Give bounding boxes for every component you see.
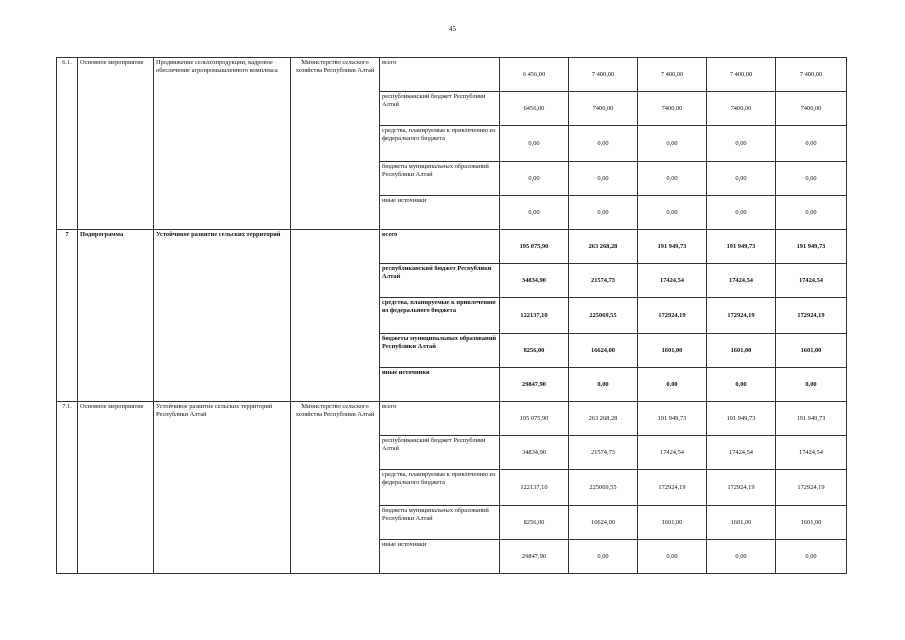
amount-cell: 17424,54 [707, 264, 776, 298]
amount-cell: 225069,55 [569, 470, 638, 506]
section-name: Устойчивое развитие сельских территорий Республики Алтай [154, 402, 291, 574]
section-executor: Министерство сельского хозяйства Республики Алтай [291, 402, 380, 574]
funding-source: средства, планируемые к привлечению из федерального бюджета [380, 126, 500, 162]
table-row [57, 230, 847, 264]
amount-cell: 0,00 [569, 126, 638, 162]
amount-cell: 17424,54 [776, 264, 847, 298]
amount-cell: 172924,19 [776, 470, 847, 506]
funding-source: иные источники [380, 196, 500, 230]
amount-cell: 1601,00 [707, 334, 776, 368]
amount-cell: 263 268,28 [569, 402, 638, 436]
amount-cell: 0,00 [638, 540, 707, 574]
amount-cell: 122137,10 [500, 470, 569, 506]
amount-cell: 0,00 [569, 196, 638, 230]
section-number: 7.1. [57, 402, 78, 574]
funding-source: бюджеты муниципальных образований Республики Алтай [380, 334, 500, 368]
amount-cell: 21574,73 [569, 264, 638, 298]
amount-cell: 7400,00 [776, 92, 847, 126]
amount-cell: 7 400,00 [707, 58, 776, 92]
amount-cell: 0,00 [707, 162, 776, 196]
amount-cell: 172924,19 [638, 298, 707, 334]
amount-cell: 17424,54 [638, 264, 707, 298]
section-type: Основное мероприятие [78, 58, 154, 230]
funding-source: республиканский бюджет Республики Алтай [380, 92, 500, 126]
amount-cell: 172924,19 [707, 298, 776, 334]
amount-cell: 191 949,73 [707, 402, 776, 436]
amount-cell: 0,00 [569, 540, 638, 574]
funding-source: средства, планируемые к привлечению из федерального бюджета [380, 470, 500, 506]
amount-cell: 0,00 [569, 368, 638, 402]
amount-cell: 29847,90 [500, 540, 569, 574]
funding-source: всего [380, 58, 500, 92]
amount-cell: 191 949,73 [638, 230, 707, 264]
funding-source: бюджеты муниципальных образований Республики Алтай [380, 506, 500, 540]
amount-cell: 191 949,73 [638, 402, 707, 436]
amount-cell: 191 949,73 [776, 230, 847, 264]
amount-cell: 1601,00 [638, 506, 707, 540]
amount-cell: 0,00 [500, 126, 569, 162]
section-executor: Министерство сельского хозяйства Республики Алтай [291, 58, 380, 230]
amount-cell: 34834,90 [500, 264, 569, 298]
amount-cell: 172924,19 [776, 298, 847, 334]
amount-cell: 1601,00 [776, 506, 847, 540]
funding-source: бюджеты муниципальных образований Республики Алтай [380, 162, 500, 196]
section-number: 6.1. [57, 58, 78, 230]
section-type: Подпрограмма [78, 230, 154, 402]
funding-source: средства, планируемые к привлечению из федерального бюджета [380, 298, 500, 334]
amount-cell: 172924,19 [707, 470, 776, 506]
amount-cell: 0,00 [776, 540, 847, 574]
section-executor [291, 230, 380, 402]
amount-cell: 172924,19 [638, 470, 707, 506]
amount-cell: 8256,00 [500, 506, 569, 540]
budget-table [56, 57, 847, 574]
section-name: Продвижение сельхозпродукции, кадровое обеспечение агропромышленного комплекса [154, 58, 291, 230]
table-row [57, 58, 847, 92]
amount-cell: 0,00 [500, 162, 569, 196]
funding-source: республиканский бюджет Республики Алтай [380, 264, 500, 298]
amount-cell: 17424,54 [707, 436, 776, 470]
table-row [57, 402, 847, 436]
amount-cell: 0,00 [638, 126, 707, 162]
amount-cell: 1601,00 [638, 334, 707, 368]
amount-cell: 225069,55 [569, 298, 638, 334]
amount-cell: 0,00 [500, 196, 569, 230]
amount-cell: 7 400,00 [569, 58, 638, 92]
amount-cell: 21574,73 [569, 436, 638, 470]
amount-cell: 195 075,90 [500, 402, 569, 436]
amount-cell: 191 949,73 [707, 230, 776, 264]
amount-cell: 7 400,00 [638, 58, 707, 92]
amount-cell: 263 268,28 [569, 230, 638, 264]
amount-cell: 16624,00 [569, 334, 638, 368]
amount-cell: 29847,90 [500, 368, 569, 402]
amount-cell: 191 949,73 [776, 402, 847, 436]
funding-source: иные источники [380, 540, 500, 574]
funding-source: республиканский бюджет Республики Алтай [380, 436, 500, 470]
funding-source: иные источники [380, 368, 500, 402]
amount-cell: 0,00 [638, 162, 707, 196]
amount-cell: 0,00 [776, 126, 847, 162]
page-number: 45 [449, 25, 456, 33]
amount-cell: 0,00 [569, 162, 638, 196]
amount-cell: 0,00 [776, 162, 847, 196]
funding-source: всего [380, 230, 500, 264]
amount-cell: 0,00 [707, 126, 776, 162]
amount-cell: 0,00 [638, 196, 707, 230]
amount-cell: 0,00 [638, 368, 707, 402]
amount-cell: 1601,00 [707, 506, 776, 540]
amount-cell: 6456,00 [500, 92, 569, 126]
amount-cell: 34834,90 [500, 436, 569, 470]
amount-cell: 195 075,90 [500, 230, 569, 264]
funding-source: всего [380, 402, 500, 436]
amount-cell: 0,00 [707, 540, 776, 574]
amount-cell: 7400,00 [569, 92, 638, 126]
amount-cell: 17424,54 [638, 436, 707, 470]
section-name: Устойчивое развитие сельских территорий [154, 230, 291, 402]
section-number: 7 [57, 230, 78, 402]
amount-cell: 7 400,00 [776, 58, 847, 92]
amount-cell: 7400,00 [638, 92, 707, 126]
amount-cell: 0,00 [776, 368, 847, 402]
amount-cell: 0,00 [707, 196, 776, 230]
amount-cell: 6 456,00 [500, 58, 569, 92]
amount-cell: 122137,10 [500, 298, 569, 334]
amount-cell: 17424,54 [776, 436, 847, 470]
amount-cell: 1601,00 [776, 334, 847, 368]
amount-cell: 0,00 [707, 368, 776, 402]
amount-cell: 8256,00 [500, 334, 569, 368]
amount-cell: 0,00 [776, 196, 847, 230]
section-type: Основное мероприятие [78, 402, 154, 574]
amount-cell: 16624,00 [569, 506, 638, 540]
amount-cell: 7400,00 [707, 92, 776, 126]
